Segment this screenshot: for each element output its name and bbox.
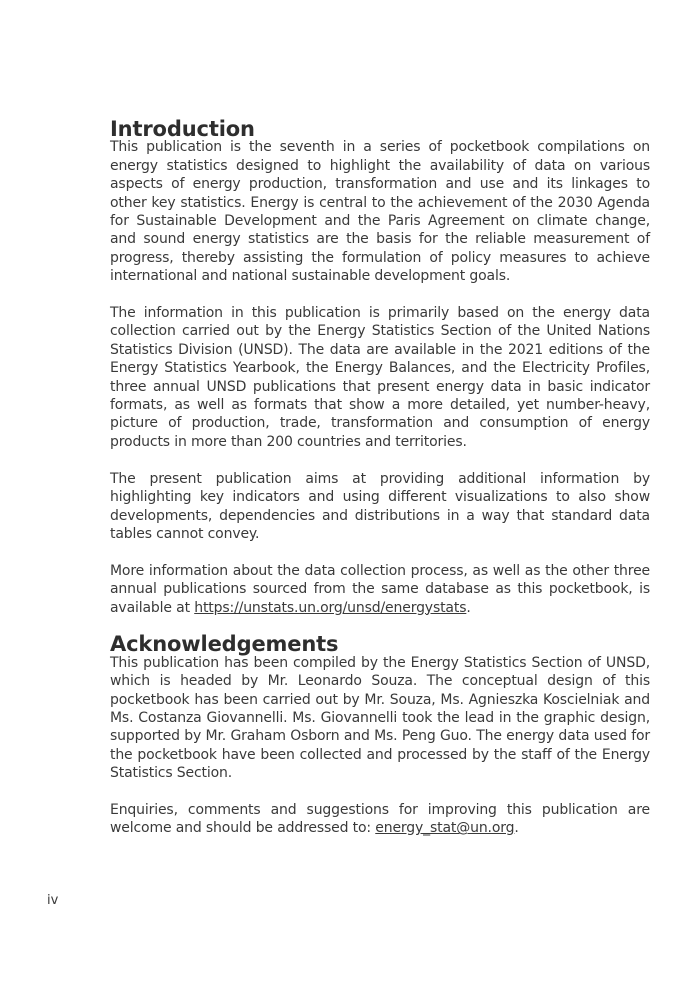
energystats-link[interactable]: https://unstats.un.org/unsd/energystats — [194, 599, 467, 616]
acknowledgements-heading: Acknowledgements — [110, 632, 339, 657]
acknowledgements-paragraph-1: This publication has been compiled by the Energy Statistics Section of UNSD, which is headed by Mr. Leonardo Souza. The conceptual design of this pocketbook has been carried out by Mr. Souza, Ms. Agnieszka Koscielniak and Ms. Costanza Giovannelli. Ms. Giovannelli took the lead in the graphic design, supported by Mr. Graham Osborn and Ms. Peng Guo. The energy data used for the pocketbook have been collected and processed by the staff of the Energy Statistics Section. — [110, 654, 650, 782]
introduction-paragraph-1: This publication is the seventh in a series of pocketbook compilations on energy statistics designed to highlight the availability of data on various aspects of energy production, transformation and use and its linkages to other key statistics. Energy is central to the achievement of the 2030 Agenda for Sustainable Development and the Paris Agreement on climate change, and sound energy statistics are the basis for the reliable measurement of progress, thereby assisting the formulation of policy measures to achieve international and national sustainable development goals. — [110, 139, 650, 285]
introduction-paragraph-2: The information in this publication is primarily based on the energy data collection carried out by the Energy Statistics Section of the United Nations Statistics Division (UNSD). The data are available in the 2021 editions of the Energy Statistics Yearbook, the Energy Balances, and the Electricity Profiles, three annual UNSD publications that present energy data in basic indicator formats, as well as formats that show a more detailed, yet number-heavy, picture of production, trade, transformation and consumption of energy products in more than 200 countries and territories. — [110, 305, 650, 450]
paragraph-spacer — [110, 783, 650, 801]
paragraph-spacer — [110, 286, 650, 304]
introduction-paragraph-4-end: . — [466, 599, 471, 616]
page-content — [110, 117, 650, 838]
introduction-paragraph-4-text: More information about the data collection process, as well as the other three annual publications sourced from the same database as this pocketbook, is available at — [110, 562, 650, 616]
email-link[interactable]: energy_stat@un.org — [375, 820, 515, 837]
paragraph-spacer — [110, 451, 650, 469]
acknowledgements-paragraph-2 — [110, 801, 650, 838]
acknowledgements-paragraph-2-text: Enquiries, comments and suggestions for improving this publication are welcome and should be addressed to: — [110, 801, 650, 837]
paragraph-spacer — [110, 543, 650, 561]
introduction-paragraph-3: The present publication aims at providing additional information by highlighting key indicators and using different visualizations to also show developments, dependencies and distributions in a way that standard data tables cannot convey. — [110, 470, 650, 542]
page-number: iv — [47, 893, 59, 908]
introduction-paragraph-4 — [110, 562, 650, 617]
acknowledgements-paragraph-2-end: . — [514, 820, 519, 837]
introduction-heading: Introduction — [110, 117, 255, 141]
